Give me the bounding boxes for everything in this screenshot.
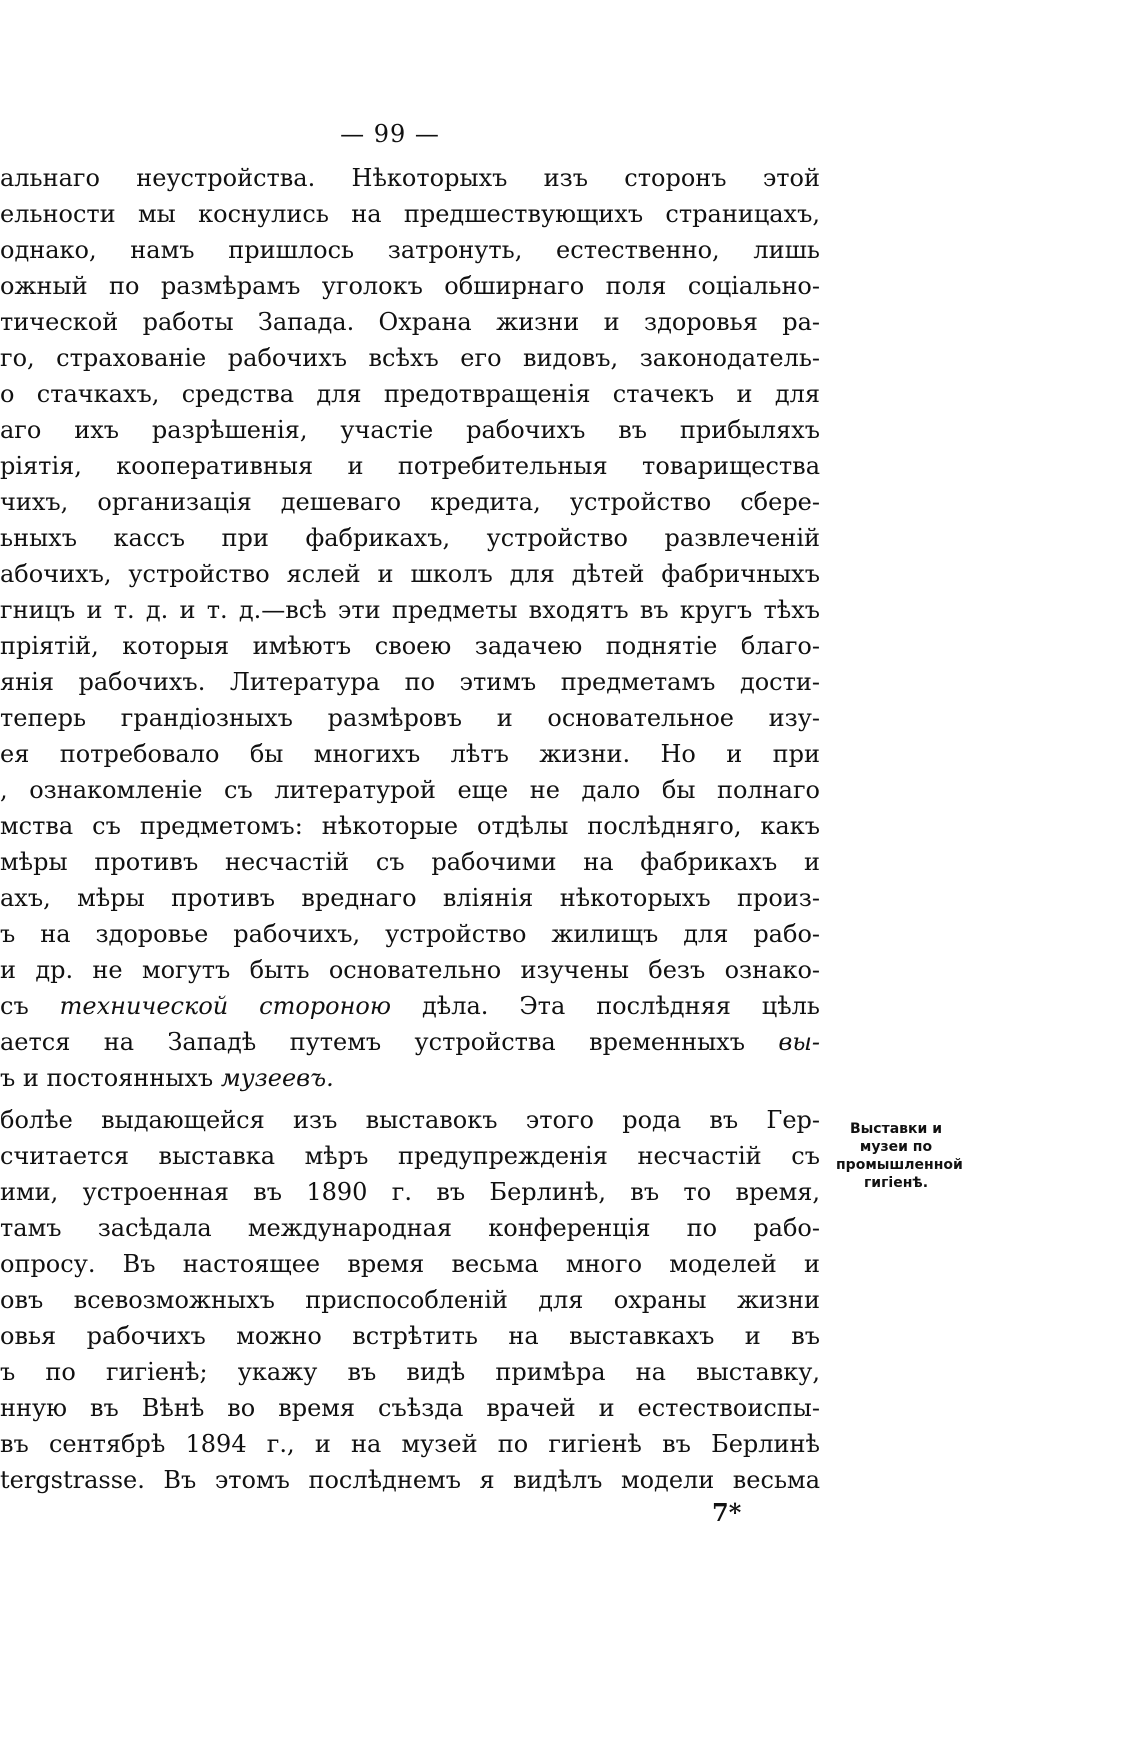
text-line: , ознакомленіе съ литературой еще не дало бы полнаго bbox=[0, 776, 820, 804]
italic-phrase: музеевъ. bbox=[220, 1064, 334, 1092]
text-line: нную въ Вѣнѣ во время съѣзда врачей и естествоиспы- bbox=[0, 1394, 820, 1422]
line-rest: дѣла. Эта послѣдняя цѣль bbox=[421, 992, 820, 1020]
text-line: болѣе выдающейся изъ выставокъ этого рода въ Гер- bbox=[0, 1106, 820, 1134]
text-line: tergstrasse. Въ этомъ послѣднемъ я видѣлъ модели весьма bbox=[0, 1466, 820, 1494]
text-line: ахъ, мѣры противъ вреднаго вліянія нѣкоторыхъ произ- bbox=[0, 884, 820, 912]
text-line: овья рабочихъ можно встрѣтить на выставкахъ и въ bbox=[0, 1322, 820, 1350]
text-line: ъ по гигіенѣ; укажу въ видѣ примѣра на выставку, bbox=[0, 1358, 820, 1386]
line-start: ается на Западѣ путемъ устройства временныхъ bbox=[0, 1028, 745, 1056]
text-line: альнаго неустройства. Нѣкоторыхъ изъ сторонъ этой bbox=[0, 164, 820, 192]
text-line: ельности мы коснулись на предшествующихъ страницахъ, bbox=[0, 200, 820, 228]
text-line: однако, намъ пришлось затронуть, естественно, лишь bbox=[0, 236, 820, 264]
text-line: считается выставка мѣръ предупрежденія несчастій съ bbox=[0, 1142, 820, 1170]
text-line: го, страхованіе рабочихъ всѣхъ его видовъ, законодатель- bbox=[0, 344, 820, 372]
text-line: ея потребовало бы многихъ лѣтъ жизни. Но и при bbox=[0, 740, 820, 768]
italic-phrase: вы- bbox=[778, 1028, 820, 1056]
text-line: теперь грандіозныхъ размѣровъ и основательное изу- bbox=[0, 704, 820, 732]
text-line: тамъ засѣдала международная конференція по рабо- bbox=[0, 1214, 820, 1242]
text-line: янія рабочихъ. Литература по этимъ предметамъ дости- bbox=[0, 668, 820, 696]
text-line: мѣры противъ несчастій съ рабочими на фабрикахъ и bbox=[0, 848, 820, 876]
text-line: ъ на здоровье рабочихъ, устройство жилищъ для рабо- bbox=[0, 920, 820, 948]
line-start: съ bbox=[0, 992, 29, 1020]
text-line bbox=[0, 1060, 820, 1096]
page-signature: 7* bbox=[712, 1498, 742, 1527]
text-line: пріятій, которыя имѣютъ своею задачею поднятіе благо- bbox=[0, 632, 820, 660]
italic-phrase: технической стороною bbox=[59, 992, 392, 1020]
text-line bbox=[0, 1024, 820, 1060]
text-line: о стачкахъ, средства для предотвращенія стачекъ и для bbox=[0, 380, 820, 408]
text-line: ожный по размѣрамъ уголокъ обширнаго поля соціально- bbox=[0, 272, 820, 300]
text-line: абочихъ, устройство яслей и школъ для дѣтей фабричныхъ bbox=[0, 560, 820, 588]
text-line: опросу. Въ настоящее время весьма много моделей и bbox=[0, 1250, 820, 1278]
text-line: аго ихъ разрѣшенія, участіе рабочихъ въ прибыляхъ bbox=[0, 416, 820, 444]
text-line: овъ всевозможныхъ приспособленій для охраны жизни bbox=[0, 1286, 820, 1314]
text-line: и др. не могутъ быть основательно изучены безъ ознако- bbox=[0, 956, 820, 984]
text-line: чихъ, организація дешеваго кредита, устройство сбере- bbox=[0, 488, 820, 516]
margin-note: Выставки и музеи по промышленной гигіенѣ. bbox=[836, 1121, 963, 1191]
page-number: — 99 — bbox=[340, 120, 440, 148]
text-line bbox=[0, 988, 820, 1024]
text-line: въ сентябрѣ 1894 г., и на музей по гигіенѣ въ Берлинѣ bbox=[0, 1430, 820, 1458]
text-line: ими, устроенная въ 1890 г. въ Берлинѣ, въ то время, bbox=[0, 1178, 820, 1206]
text-line: ріятія, кооперативныя и потребительныя товарищества bbox=[0, 452, 820, 480]
text-line: гницъ и т. д. и т. д.—всѣ эти предметы входятъ въ кругъ тѣхъ bbox=[0, 596, 820, 624]
text-line: ьныхъ кассъ при фабрикахъ, устройство развлеченій bbox=[0, 524, 820, 552]
text-line: тической работы Запада. Охрана жизни и здоровья ра- bbox=[0, 308, 820, 336]
line-start: ъ и постоянныхъ bbox=[0, 1064, 214, 1092]
text-line: мства съ предметомъ: нѣкоторые отдѣлы послѣдняго, какъ bbox=[0, 812, 820, 840]
